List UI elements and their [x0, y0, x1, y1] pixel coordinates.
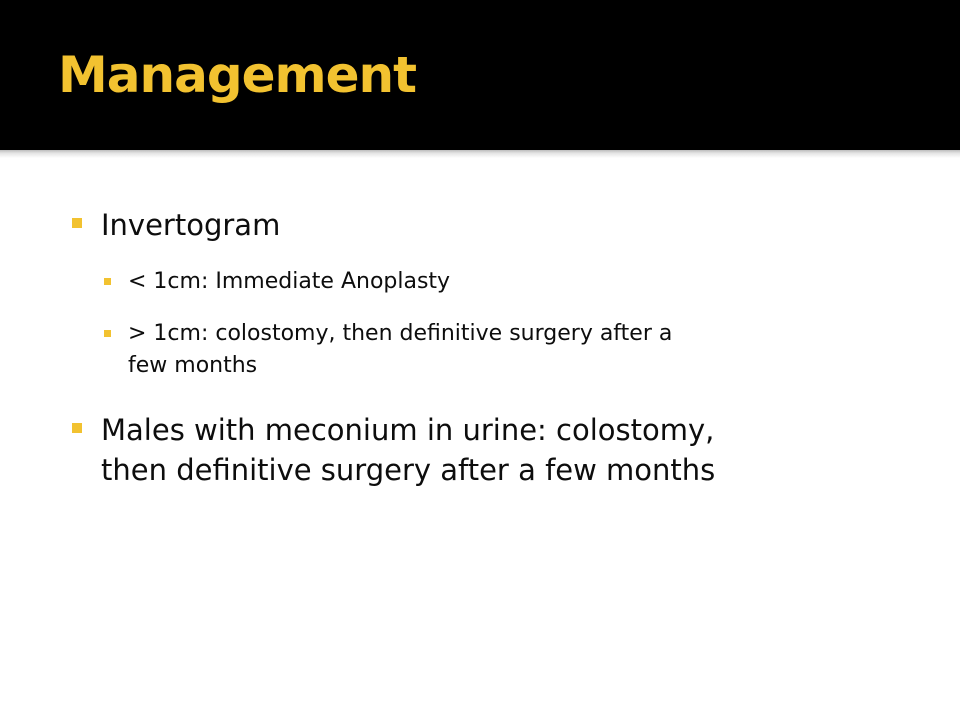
bullet-item	[72, 410, 715, 490]
sub-bullet-item	[104, 266, 450, 298]
sub-bullet-text-line-1: > 1cm: colostomy, then definitive surgery after a	[128, 321, 673, 346]
bullet-item	[72, 205, 280, 245]
bullet-text-line-1: Males with meconium in urine: colostomy,	[101, 413, 715, 447]
slide-title: Management	[58, 46, 417, 104]
square-bullet-icon	[104, 330, 111, 337]
sub-bullet-text: < 1cm: Immediate Anoplasty	[128, 269, 451, 294]
sub-bullet-item	[104, 318, 672, 382]
bullet-text: Invertogram	[101, 208, 281, 242]
bullet-text-line-2: then definitive surgery after a few months	[101, 453, 716, 487]
square-bullet-icon	[72, 423, 82, 433]
square-bullet-icon	[104, 278, 111, 285]
sub-bullet-text-line-2: few months	[128, 353, 258, 378]
square-bullet-icon	[72, 218, 82, 228]
